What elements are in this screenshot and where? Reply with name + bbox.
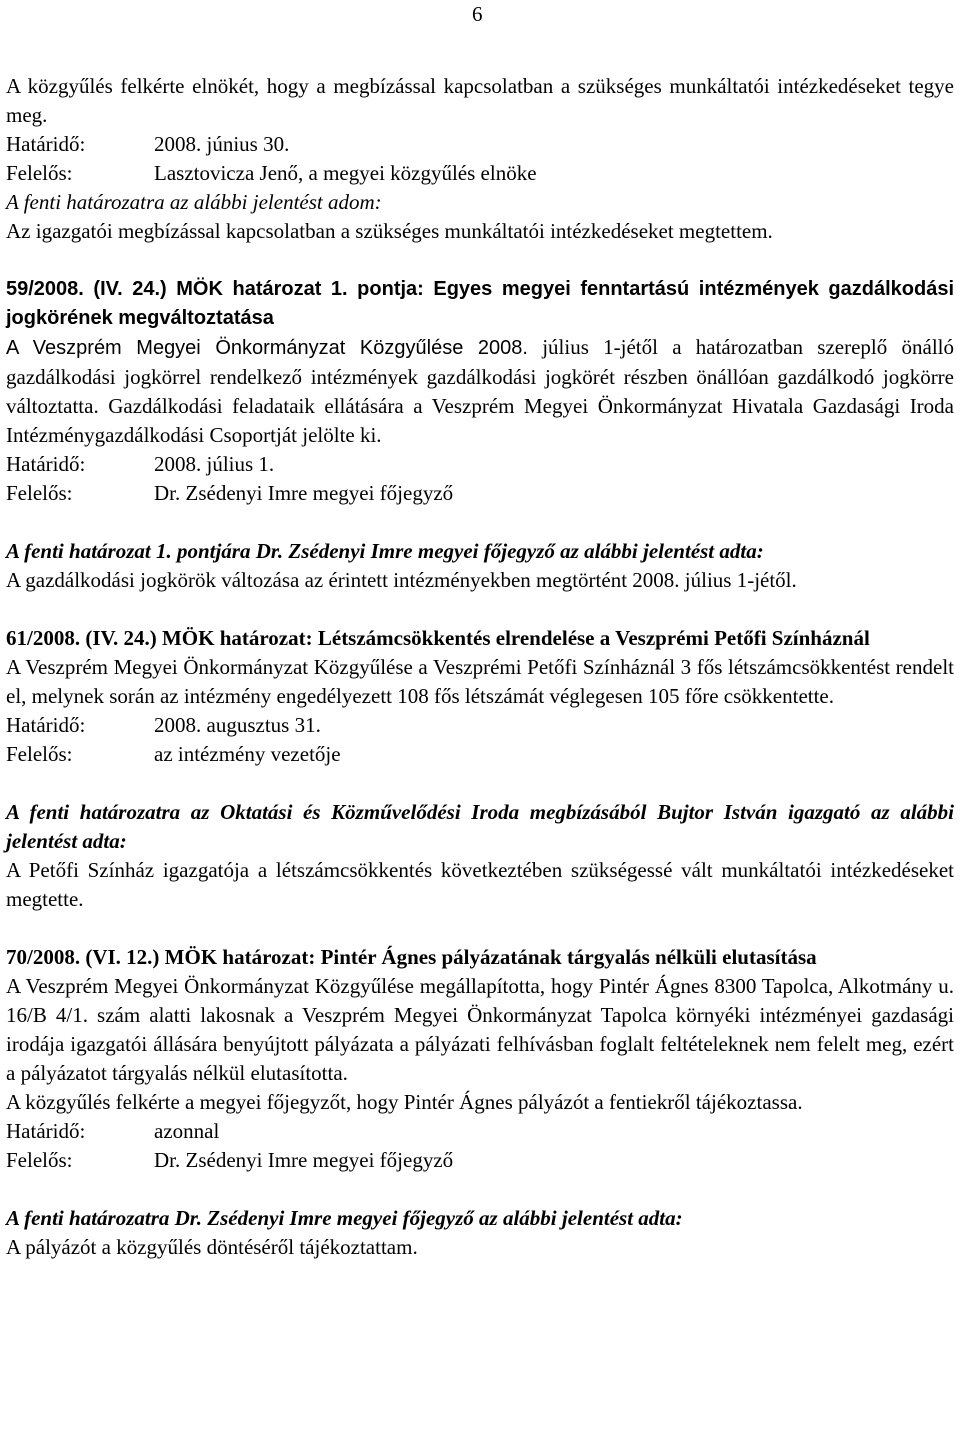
document-content — [6, 72, 954, 1262]
deadline-value: 2008. augusztus 31. — [154, 713, 321, 737]
sec3-deadline — [6, 711, 954, 740]
sec2-report-heading: A fenti határozat 1. pontjára Dr. Zsédenyi Imre megyei főjegyző az alábbi jelentést adta: — [6, 539, 764, 563]
deadline-label: Határidő: — [6, 452, 86, 476]
sec2-body — [6, 333, 954, 450]
sec2-heading: 59/2008. (IV. 24.) MÖK határozat 1. pontja: Egyes megyei fenntartású intézmények gazdálkodási jogkörének megváltoztatása — [6, 278, 954, 329]
sec3-report-heading: A fenti határozatra az Oktatási és Közművelődési Iroda megbízásából Bujtor István igazgató az alábbi jelentést adta: — [6, 800, 954, 853]
responsible-value: Lasztovicza Jenő, a megyei közgyűlés elnöke — [154, 161, 537, 185]
deadline-value: 2008. június 30. — [154, 132, 290, 156]
sec1-report-heading: A fenti határozatra az alábbi jelentést adom: — [6, 190, 382, 214]
sec4-report-heading: A fenti határozatra Dr. Zsédenyi Imre megyei főjegyző az alábbi jelentést adta: — [6, 1206, 683, 1230]
sec3-responsible — [6, 740, 954, 769]
deadline-value: 2008. július 1. — [154, 452, 275, 476]
deadline-label: Határidő: — [6, 132, 86, 156]
deadline-label: Határidő: — [6, 1119, 86, 1143]
sec4-heading: 70/2008. (VI. 12.) MÖK határozat: Pintér Ágnes pályázatának tárgyalás nélküli elutasítása — [6, 945, 817, 969]
sec2-body-rest: július 1-jétől a határozatban szereplő önálló gazdálkodási jogkörrel rendelkező intézmények gazdálkodási jogkörét részben önállóan gazdálkodó jogkörre változtatta. Gazdálkodási feladataik ellátására a Veszprém Megyei Önkormányzat Hivatala Gazdasági Iroda Intézménygazdálkodási Csoportját jelölte ki. — [6, 335, 954, 447]
sec3-body: A Veszprém Megyei Önkormányzat Közgyűlése a Veszprémi Petőfi Színháznál 3 fős létszámcsökkentést rendelt el, melynek során az intézmény engedélyezett 108 fős létszámát véglegesen 105 főre csökkentette. — [6, 655, 954, 708]
responsible-label: Felelős: — [6, 481, 73, 505]
responsible-label: Felelős: — [6, 1148, 73, 1172]
sec4-deadline — [6, 1117, 954, 1146]
sec2-body-lead: A Veszprém Megyei Önkormányzat Közgyűlése 2008. — [6, 337, 528, 359]
sec4-body2: A közgyűlés felkérte a megyei főjegyzőt, hogy Pintér Ágnes pályázót a fentiekről tájékoztassa. — [6, 1090, 803, 1114]
sec3-report-text: A Petőfi Színház igazgatója a létszámcsökkentés következtében szükségessé vált munkáltatói intézkedéseket megtette. — [6, 858, 954, 911]
sec1-responsible — [6, 159, 954, 188]
sec3-heading: 61/2008. (IV. 24.) MÖK határozat: Létszámcsökkentés elrendelése a Veszprémi Petőfi Színháznál — [6, 626, 870, 650]
deadline-value: azonnal — [154, 1119, 220, 1143]
sec2-report-text: A gazdálkodási jogkörök változása az érintett intézményekben megtörtént 2008. július 1-jétől. — [6, 568, 797, 592]
sec2-deadline — [6, 450, 954, 479]
sec4-body: A Veszprém Megyei Önkormányzat Közgyűlése megállapította, hogy Pintér Ágnes 8300 Tapolca, Alkotmány u. 16/B 4/1. szám alatti lakosnak a Veszprém Megyei Önkormányzat Tapolca környéki intézményei gazdasági irodája igazgatói állására benyújtott pályázata a pályázati felhívásban foglalt feltételeknek nem felelt meg, ezért a pályázatot tárgyalás nélkül elutasította. — [6, 974, 954, 1085]
responsible-value: az intézmény vezetője — [154, 742, 341, 766]
responsible-label: Felelős: — [6, 742, 73, 766]
responsible-value: Dr. Zsédenyi Imre megyei főjegyző — [154, 481, 454, 505]
sec1-deadline — [6, 130, 954, 159]
deadline-label: Határidő: — [6, 713, 86, 737]
sec4-report-text: A pályázót a közgyűlés döntéséről tájékoztattam. — [6, 1235, 418, 1259]
sec4-responsible — [6, 1146, 954, 1175]
sec1-report-text: Az igazgatói megbízással kapcsolatban a szükséges munkáltatói intézkedéseket megtettem. — [6, 219, 773, 243]
sec2-responsible — [6, 479, 954, 508]
responsible-label: Felelős: — [6, 161, 73, 185]
responsible-value: Dr. Zsédenyi Imre megyei főjegyző — [154, 1148, 454, 1172]
page-number: 6 — [472, 2, 483, 26]
sec1-intro: A közgyűlés felkérte elnökét, hogy a megbízással kapcsolatban a szükséges munkáltatói intézkedéseket tegye meg. — [6, 74, 954, 127]
